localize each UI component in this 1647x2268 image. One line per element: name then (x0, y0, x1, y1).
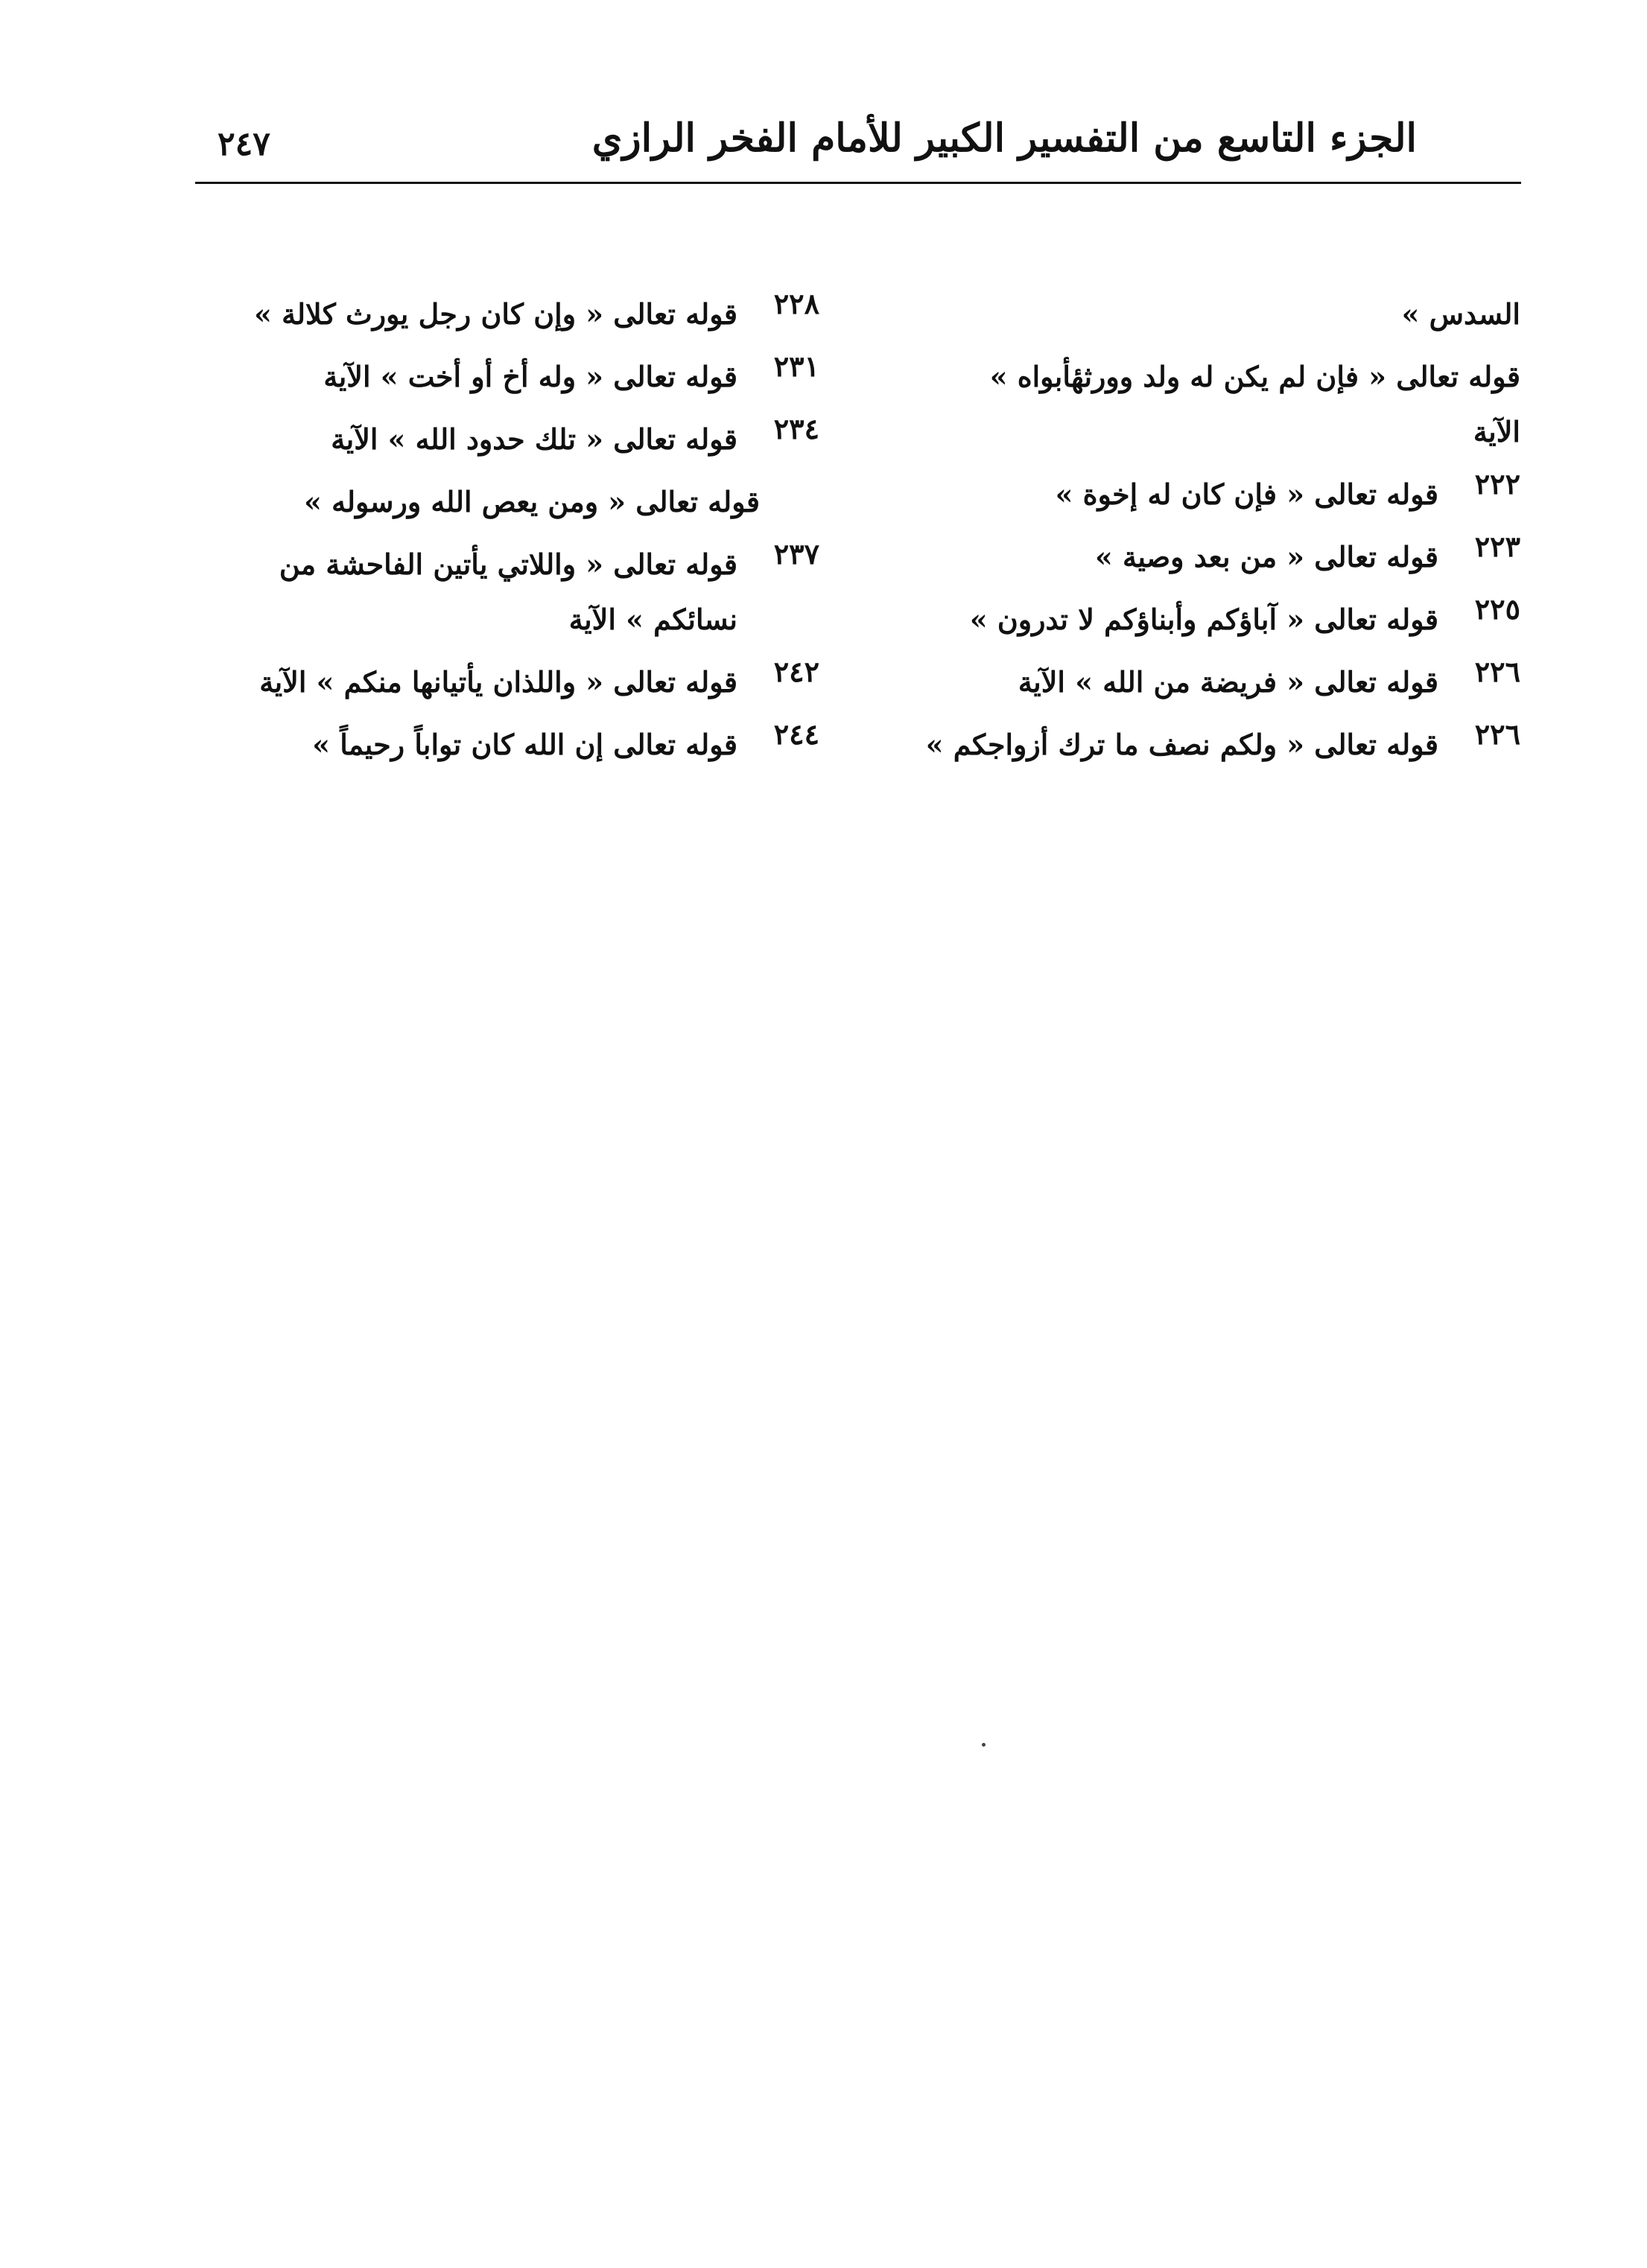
index-column-left (149, 287, 819, 780)
entry-text: قوله تعالى « من بعد وصية » (1095, 540, 1438, 574)
entry-text: قوله تعالى « تلك حدود الله » الآية (331, 422, 737, 456)
index-entry (149, 474, 819, 530)
entry-text: قوله تعالى « فريضة من الله » الآية (1018, 665, 1438, 699)
index-entry (850, 717, 1520, 772)
entry-page-number: ٢٣١ (773, 349, 819, 383)
entry-page-number: ٢٢٢ (1474, 467, 1520, 501)
entry-text: قوله تعالى « فإن كان له إخوة » (1055, 477, 1438, 511)
header-rule (195, 182, 1521, 184)
entry-text: نسائكم » الآية (568, 603, 737, 636)
running-title: الجزء التاسع من التفسير الكبير للأمام الفخر الرازي (591, 115, 1417, 161)
page-header (195, 112, 1521, 179)
entry-page-number: ٢٤٤ (773, 717, 819, 751)
entry-page-number: ٢٣٤ (773, 412, 819, 445)
index-entry (850, 592, 1520, 647)
index-entry (850, 287, 1520, 342)
entry-page-number: ٢٢٦ (1474, 655, 1520, 688)
index-entry (149, 349, 819, 404)
index-entry (850, 467, 1520, 522)
paper-speck (982, 1743, 986, 1747)
entry-text: قوله تعالى إن الله كان تواباً رحيماً » (312, 728, 737, 761)
entry-page-number: ٢٢٣ (1474, 530, 1520, 563)
index-entry (850, 530, 1520, 585)
entry-text: قوله تعالى « ولكم نصف ما ترك أزواجكم » (925, 728, 1438, 761)
index-entry (149, 287, 819, 342)
entry-text: الآية (1473, 415, 1520, 448)
entry-page-number: ٢٢٦ (1474, 717, 1520, 751)
index-entry (149, 655, 819, 710)
entry-text: السدس » (1401, 297, 1520, 331)
index-column-right (850, 287, 1520, 780)
entry-text: قوله تعالى « وله أخ أو أخت » الآية (323, 360, 737, 393)
index-entry (850, 349, 1520, 460)
entry-page-number: ٢٤٢ (773, 655, 819, 688)
page-number: ٢٤٧ (218, 125, 270, 163)
entry-text: قوله تعالى « واللذان يأتيانها منكم » الآية (259, 665, 737, 699)
index-entry (149, 717, 819, 772)
entry-text: قوله تعالى « فإن لم يكن له ولد وورثهٔأبواه » (989, 360, 1520, 393)
index-entry (149, 537, 819, 647)
entry-page-number: ٢٣٧ (773, 537, 819, 571)
entry-page-number: ٢٢٨ (773, 287, 819, 320)
index-entry (149, 412, 819, 467)
entry-text: قوله تعالى « ومن يعص الله ورسوله » (304, 485, 760, 518)
entry-page-number: ٢٢٥ (1474, 592, 1520, 626)
entry-text: قوله تعالى « وإن كان رجل يورث كلالة » (254, 297, 737, 331)
index-entry (850, 655, 1520, 710)
entry-text: قوله تعالى « آباؤكم وأبناؤكم لا تدرون » (969, 603, 1438, 636)
entry-text: قوله تعالى « واللاتي يأتين الفاحشة من (279, 547, 737, 581)
